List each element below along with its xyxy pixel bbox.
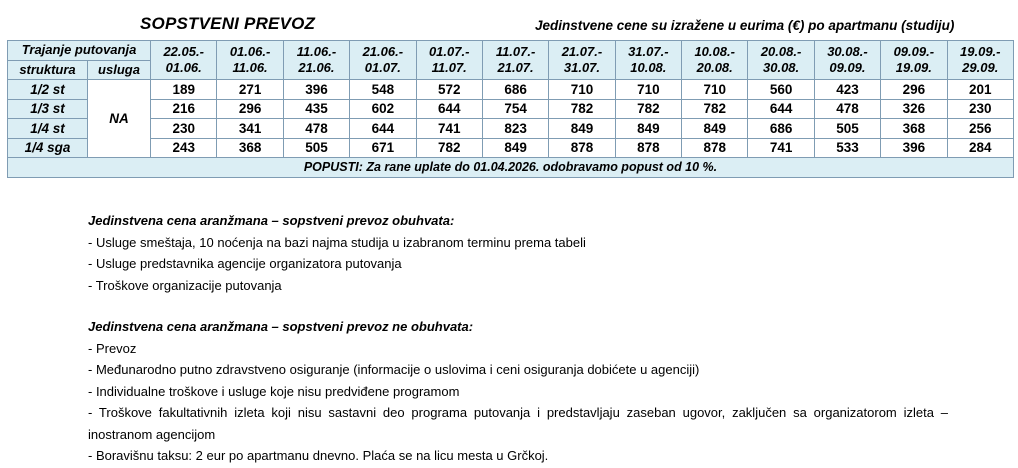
price-cell: 710 [549, 80, 615, 100]
price-cell: 560 [748, 80, 814, 100]
price-row [8, 138, 1014, 158]
period-to: 01.06. [165, 60, 202, 75]
period-header [947, 41, 1013, 80]
includes-item: - Troškove organizacije putovanja [88, 277, 282, 293]
price-cell: 782 [549, 99, 615, 119]
price-cell: 849 [682, 119, 748, 139]
price-cell: 878 [549, 138, 615, 158]
discount-note: POPUSTI: Za rane uplate do 01.04.2026. odobravamo popust od 10 %. [8, 158, 1014, 178]
excludes-item: - Međunarodno putno zdravstveno osiguranje (informacije o uslovima i ceni osiguranja dobićete u agenciji) [88, 362, 700, 377]
price-cell: 326 [881, 99, 947, 119]
price-cell: 572 [416, 80, 482, 100]
price-currency-note: Jedinstvene cene su izražene u eurima (€) po apartmanu (studiju) [535, 18, 955, 33]
price-cell: 644 [748, 99, 814, 119]
price-cell: 644 [416, 99, 482, 119]
price-row [8, 80, 1014, 100]
price-cell: 505 [283, 138, 349, 158]
price-cell: 548 [350, 80, 416, 100]
price-cell: 216 [151, 99, 217, 119]
duration-header: Trajanje putovanja [8, 41, 151, 61]
period-from: 21.07.- [561, 44, 603, 59]
price-row [8, 119, 1014, 139]
period-header [682, 41, 748, 80]
excludes-item: - Troškove fakultativnih izleta koji nisu sastavni deo programa putovanja i predstavljaju zaseban ugovor, zaključen sa organizatorom izleta – inostranom agencijom [88, 405, 948, 442]
price-cell: 478 [283, 119, 349, 139]
price-cell: 296 [217, 99, 283, 119]
price-cell: 710 [682, 80, 748, 100]
period-from: 09.09.- [893, 44, 935, 59]
price-cell: 284 [947, 138, 1013, 158]
price-row [8, 99, 1014, 119]
period-header [615, 41, 681, 80]
period-to: 11.07. [431, 60, 467, 75]
structure-cell: 1/4 st [8, 119, 88, 139]
period-to: 21.06. [298, 60, 335, 75]
structure-cell: 1/2 st [8, 80, 88, 100]
period-header [151, 41, 217, 80]
service-header: usluga [88, 60, 151, 80]
period-to: 11.06. [232, 60, 268, 75]
price-cell: 823 [482, 119, 548, 139]
price-cell: 849 [482, 138, 548, 158]
price-cell: 423 [814, 80, 880, 100]
header-row-top [8, 41, 1014, 61]
period-to: 21.07. [497, 60, 534, 75]
period-to: 20.08. [696, 60, 733, 75]
price-cell: 396 [283, 80, 349, 100]
period-from: 01.07.- [428, 44, 470, 59]
period-header [814, 41, 880, 80]
period-header [283, 41, 349, 80]
price-cell: 505 [814, 119, 880, 139]
period-from: 22.05.- [163, 44, 204, 59]
includes-list [88, 232, 948, 297]
terms-section [88, 210, 948, 467]
price-cell: 710 [615, 80, 681, 100]
price-cell: 256 [947, 119, 1013, 139]
excludes-item: - Boravišnu taksu: 2 eur po apartmanu dnevno. Plaća se na licu mesta u Grčkoj. [88, 448, 549, 463]
price-cell: 849 [549, 119, 615, 139]
period-from: 11.06.- [296, 44, 337, 59]
price-cell: 478 [814, 99, 880, 119]
price-cell: 435 [283, 99, 349, 119]
price-cell: 782 [615, 99, 681, 119]
period-to: 29.09. [962, 60, 999, 75]
period-to: 09.09. [829, 60, 866, 75]
excludes-list [88, 338, 948, 467]
price-cell: 741 [748, 138, 814, 158]
price-cell: 849 [615, 119, 681, 139]
price-cell: 754 [482, 99, 548, 119]
period-header [217, 41, 283, 80]
structure-cell: 1/3 st [8, 99, 88, 119]
price-cell: 341 [217, 119, 283, 139]
period-to: 10.08. [630, 60, 667, 75]
price-cell: 878 [615, 138, 681, 158]
price-cell: 296 [881, 80, 947, 100]
price-cell: 782 [682, 99, 748, 119]
price-cell: 201 [947, 80, 1013, 100]
price-cell: 878 [682, 138, 748, 158]
price-cell: 644 [350, 119, 416, 139]
excludes-item: - Prevoz [88, 340, 137, 356]
price-cell: 243 [151, 138, 217, 158]
price-cell: 533 [814, 138, 880, 158]
period-to: 01.07. [364, 60, 401, 75]
price-cell: 396 [881, 138, 947, 158]
price-cell: 271 [217, 80, 283, 100]
includes-heading: Jedinstvena cena aranžmana – sopstveni prevoz obuhvata: [88, 213, 455, 228]
period-from: 11.07.- [495, 44, 536, 59]
period-from: 31.07.- [628, 44, 669, 59]
period-from: 30.08.- [827, 44, 868, 59]
period-from: 01.06.- [229, 44, 271, 59]
excludes-item: - Individualne troškove i usluge koje nisu predviđene programom [88, 383, 460, 399]
structure-header: struktura [8, 60, 88, 80]
discount-row [8, 158, 1014, 178]
period-header [350, 41, 416, 80]
period-from: 20.08.- [760, 44, 802, 59]
price-cell: 368 [217, 138, 283, 158]
structure-cell: 1/4 sga [8, 138, 88, 158]
price-cell: 230 [947, 99, 1013, 119]
price-cell: 368 [881, 119, 947, 139]
page-title: SOPSTVENI PREVOZ [140, 14, 316, 33]
price-table [7, 40, 1014, 178]
price-cell: 686 [482, 80, 548, 100]
price-cell: 189 [151, 80, 217, 100]
period-header [482, 41, 548, 80]
period-header [748, 41, 814, 80]
period-to: 30.08. [763, 60, 800, 75]
period-from: 10.08.- [694, 44, 735, 59]
period-to: 31.07. [563, 60, 601, 75]
period-header [549, 41, 615, 80]
price-cell: 782 [416, 138, 482, 158]
period-from: 21.06.- [362, 44, 404, 59]
period-header [416, 41, 482, 80]
period-from: 19.09.- [960, 44, 1001, 59]
period-header [881, 41, 947, 80]
price-cell: 671 [350, 138, 416, 158]
price-cell: 686 [748, 119, 814, 139]
service-cell: NA [88, 80, 151, 158]
includes-item: - Usluge predstavnika agencije organizatora putovanja [88, 256, 402, 271]
includes-item: - Usluge smeštaja, 10 noćenja na bazi najma studija u izabranom terminu prema tabeli [88, 234, 586, 250]
price-cell: 741 [416, 119, 482, 139]
price-cell: 602 [350, 99, 416, 119]
price-cell: 230 [151, 119, 217, 139]
period-to: 19.09. [895, 60, 932, 75]
excludes-heading: Jedinstvena cena aranžmana – sopstveni prevoz ne obuhvata: [88, 319, 474, 334]
